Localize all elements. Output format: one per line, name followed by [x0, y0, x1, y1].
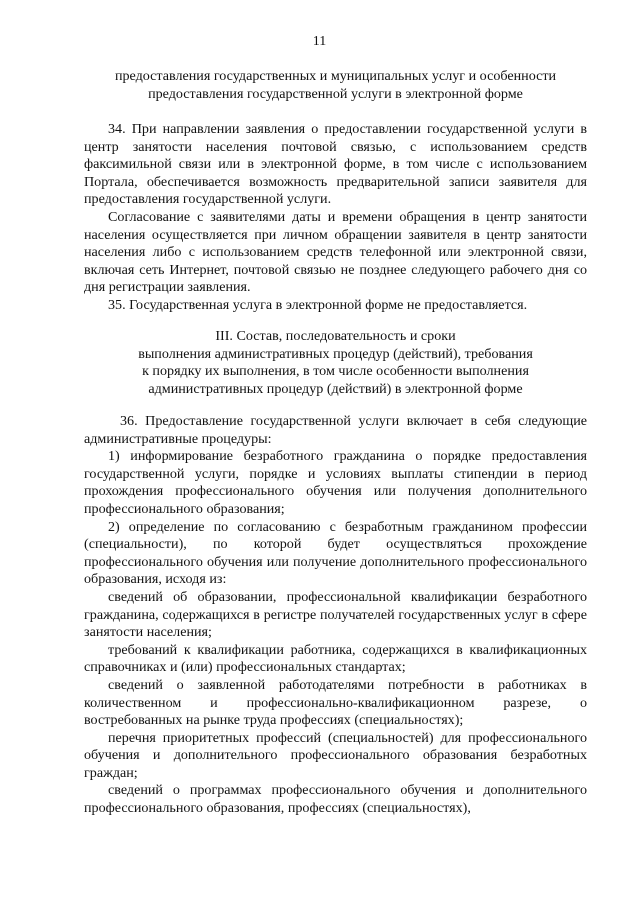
top-heading-line: предоставления государственных и муниципальных услуг и особенности — [114, 68, 557, 84]
paragraph-training-programs: сведений о программах профессионального обучения и дополнительного профессионального образования, профессиях (специальностях), — [84, 782, 587, 817]
paragraph-35: 35. Государственная услуга в электронной форме не предоставляется. — [108, 296, 528, 313]
paragraph-employer-demand: сведений о заявленной работодателями потребности в работниках в количественном и профессионально-квалификационном разрезе, о востребованных на рынке труда профессиях (специальностях); — [84, 676, 587, 729]
paragraph-item-2: 2) определение по согласованию с безработным гражданином профессии (специальности), по которой будет осуществляться прохождение профессионального обучения или получение дополнительного профессионального образования, исходя из: — [84, 518, 587, 588]
paragraph-group-b — [84, 413, 587, 818]
paragraph-education-info: сведений об образовании, профессиональной квалификации безработного гражданина, содержащихся в регистре получателей государственных услуг в сфере занятости населения; — [84, 588, 587, 641]
section-heading-line: выполнения административных процедур (действий), требования — [138, 345, 533, 362]
section-heading-line: III. Состав, последовательность и сроки — [215, 328, 456, 344]
section-heading — [84, 328, 587, 398]
top-heading — [84, 68, 587, 103]
paragraph-qualification-requirements: требований к квалификации работника, содержащихся в квалификационных справочниках и (или) профессиональных стандартах; — [84, 641, 587, 676]
section-heading-line: административных процедур (действий) в электронной форме — [148, 380, 523, 397]
page-number: 11 — [312, 34, 327, 49]
paragraph-36: 36. Предоставление государственной услуги включает в себя следующие административные процедуры: — [84, 413, 587, 447]
top-heading-line: предоставления государственной услуги в электронной форме — [148, 85, 523, 102]
paragraph-34: 34. При направлении заявления о предоставлении государственной услуги в центр занятости населения почтовой связью, с использованием средств факсимильной связи или в электронной форме, в том числе с использованием Портала, обеспечивается возможность предварительной записи заявителя для предоставления государственной услуги. — [84, 121, 587, 208]
paragraph-group-a — [84, 121, 587, 315]
paragraph-coordination: Согласование с заявителями даты и времени обращения в центр занятости населения осуществляется при личном обращении заявителя в центр занятости населения либо с использованием средств телефонной или электронной связи, включая сеть Интернет, почтовой связью не позднее следующего рабочего дня со дня регистрации заявления. — [84, 208, 587, 296]
section-heading-line: к порядку их выполнения, в том числе особенности выполнения — [142, 363, 529, 380]
paragraph-item-1: 1) информирование безработного гражданина о порядке предоставления государственной услуги, порядке и условиях выплаты стипендии в период прохождения профессионального обучения или получения дополнительного профессионального образования; — [84, 448, 587, 517]
paragraph-priority-professions: перечня приоритетных профессий (специальностей) для профессионального обучения и дополнительного профессионального образования безработных граждан; — [84, 729, 587, 781]
